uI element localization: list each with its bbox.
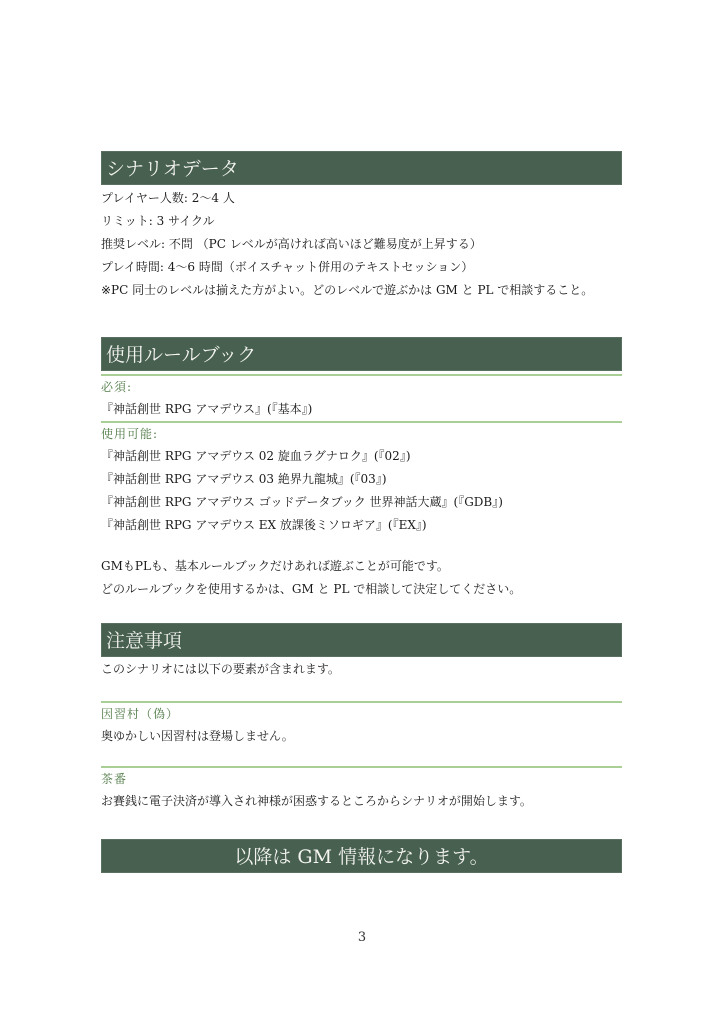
section-header-cautions: 注意事項 — [101, 623, 622, 657]
scenario-data-list — [101, 185, 622, 302]
caution-text: 奥ゆかしい因習村は登場しません。 — [101, 729, 294, 743]
cautions-intro: このシナリオには以下の要素が含まれます。 — [101, 662, 340, 676]
required-label: 必須: — [101, 380, 133, 394]
section-header-scenario-data: シナリオデータ — [101, 151, 622, 185]
caution-label: 因習村（偽） — [101, 707, 180, 721]
gm-info-banner: 以降は GM 情報になります。 — [101, 839, 622, 873]
recommended-level: 推奨レベル: 不問 （PC レベルが高ければ高いほど難易度が上昇する） — [101, 237, 482, 251]
rulebook-note: どのルールブックを使用するかは、GM と PL で相談して決定してください。 — [101, 582, 522, 596]
optional-rulebook: 『神話創世 RPG アマデウス ゴッドデータブック 世界神話大蔵』(『GDB』) — [101, 495, 503, 509]
play-time: プレイ時間: 4～6 時間（ボイスチャット併用のテキストセッション） — [101, 260, 474, 274]
optional-label: 使用可能: — [101, 427, 159, 441]
page-number: 3 — [357, 930, 367, 945]
player-count: プレイヤー人数: 2～4 人 — [101, 191, 235, 205]
limit: リミット: 3 サイクル — [101, 214, 215, 228]
rulebook-note: GMもPLも、基本ルールブックだけあれば遊ぶことが可能です。 — [101, 559, 449, 573]
section-header-rulebooks: 使用ルールブック — [101, 337, 622, 371]
caution-text: お賽銭に電子決済が導入され神様が困惑するところからシナリオが開始します。 — [101, 794, 532, 808]
required-rulebook: 『神話創世 RPG アマデウス』(『基本』) — [101, 402, 313, 416]
caution-label: 茶番 — [101, 772, 128, 786]
optional-rulebook: 『神話創世 RPG アマデウス 03 絶界九龍城』(『03』) — [101, 472, 387, 486]
level-note: ※PC 同士のレベルは揃えた方がよい。どのレベルで遊ぶかは GM と PL で相談すること。 — [101, 283, 594, 297]
optional-rulebook: 『神話創世 RPG アマデウス EX 放課後ミソロギア』(『EX』) — [101, 518, 427, 532]
document-page — [101, 151, 622, 873]
optional-rulebook: 『神話創世 RPG アマデウス 02 旋血ラグナロク』(『02』) — [101, 449, 411, 463]
